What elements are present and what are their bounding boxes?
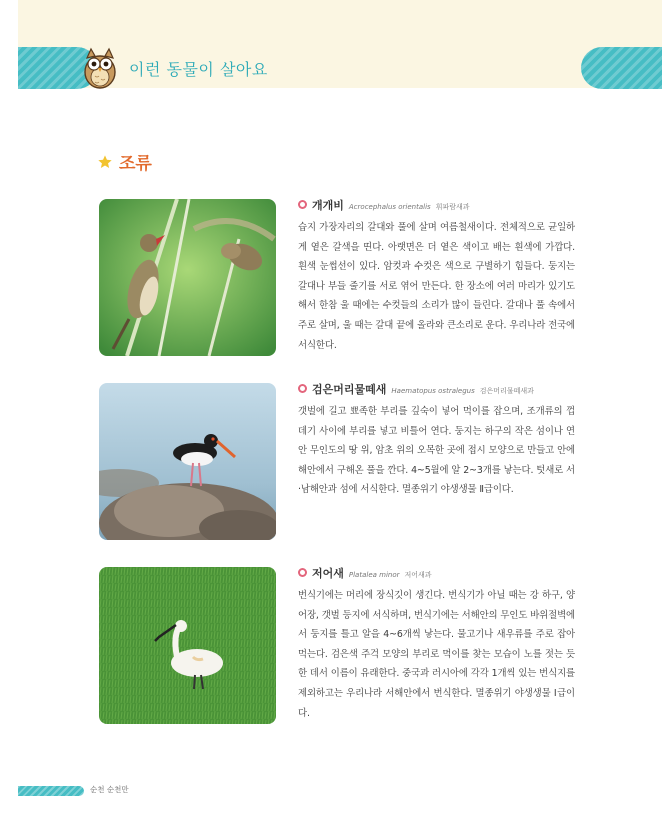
section-title: 조류 (119, 154, 152, 174)
star-icon (97, 154, 113, 170)
bullet-icon (298, 384, 307, 393)
entry-text (298, 381, 575, 500)
scientific-name: Haematopus ostralegus (391, 387, 475, 395)
reed-warbler-photo (99, 199, 276, 356)
species-name: 검은머리물떼새 (312, 383, 387, 396)
species-description: 갯벌에 길고 뾰족한 부리를 깊숙이 넣어 먹이를 잡으며, 조개류의 껍데기 사이에 부리를 넣고 비틀어 연다. 둥지는 하구의 작은 섬이나 연안 무인도의 땅 위, 암초 위의 오목한 곳에 접시 모양으로 만들고 안에 해안에서 구해온 풀을 깐다. 4~5월에 알 2~3개를 낳는다. 텃새로 서·남해안과 섬에 서식한다. 멸종위기 야생생물 Ⅱ급이다. (298, 406, 575, 496)
page-header-title: 이런 동물이 살아요 (129, 60, 268, 79)
scientific-name: Acrocephalus orientalis (348, 203, 431, 211)
family-name: 휘파람새과 (435, 203, 470, 211)
oystercatcher-photo (99, 383, 276, 540)
species-description: 습지 가장자리의 갈대와 풀에 살며 여름철새이다. 전체적으로 균일하게 옅은 갈색을 띤다. 아랫면은 더 옅은 색이고 배는 흰색에 가깝다. 흰색 눈썹선이 있다. 암컷과 수컷은 색으로 구별하기 힘들다. 둥지는 갈대나 부들 줄기를 서로 엮어 만든다. 한 장소에 여러 마리가 있기도 해서 한참 울 때에는 수컷들의 소리가 많이 들린다. 갈대나 풀 속에서 주로 살며, 울 때는 갈대 끝에 올라와 큰소리로 운다. 우리나라 전국에 서식한다. (298, 222, 575, 351)
bullet-icon (298, 568, 307, 577)
species-name: 개개비 (312, 199, 344, 212)
header-decor-right (581, 47, 662, 89)
entry-text (298, 565, 575, 723)
footer-label: 순천 순천만 (90, 785, 129, 794)
spoonbill-photo (99, 567, 276, 724)
entry-heading (298, 381, 575, 397)
entry-heading (298, 565, 575, 581)
entry-heading (298, 197, 575, 213)
scientific-name: Platalea minor (348, 571, 400, 579)
entry-text (298, 197, 575, 355)
bullet-icon (298, 200, 307, 209)
footer-decor (18, 786, 84, 796)
family-name: 저어새과 (404, 571, 432, 579)
family-name: 검은머리물떼새과 (479, 387, 534, 395)
section-heading (97, 149, 152, 174)
species-name: 저어새 (312, 567, 344, 580)
owl-icon (80, 46, 120, 90)
species-description: 번식기에는 머리에 장식깃이 생긴다. 번식기가 아닐 때는 강 하구, 양어장, 갯벌 등지에 서식하며, 번식기에는 서해안의 무인도 바위절벽에서 둥지를 틀고 알을 4~6개씩 낳는다. 물고기나 새우류를 주로 잡아먹는다. 검은색 주걱 모양의 부리로 먹이를 찾는 모습이 노를 젓는 듯한 데서 이름이 유래한다. 중국과 러시아에 각각 1개씩 있는 번식지를 제외하고는 우리나라 서해안에서 번식한다. 멸종위기 야생생물 Ⅰ급이다. (298, 590, 575, 719)
